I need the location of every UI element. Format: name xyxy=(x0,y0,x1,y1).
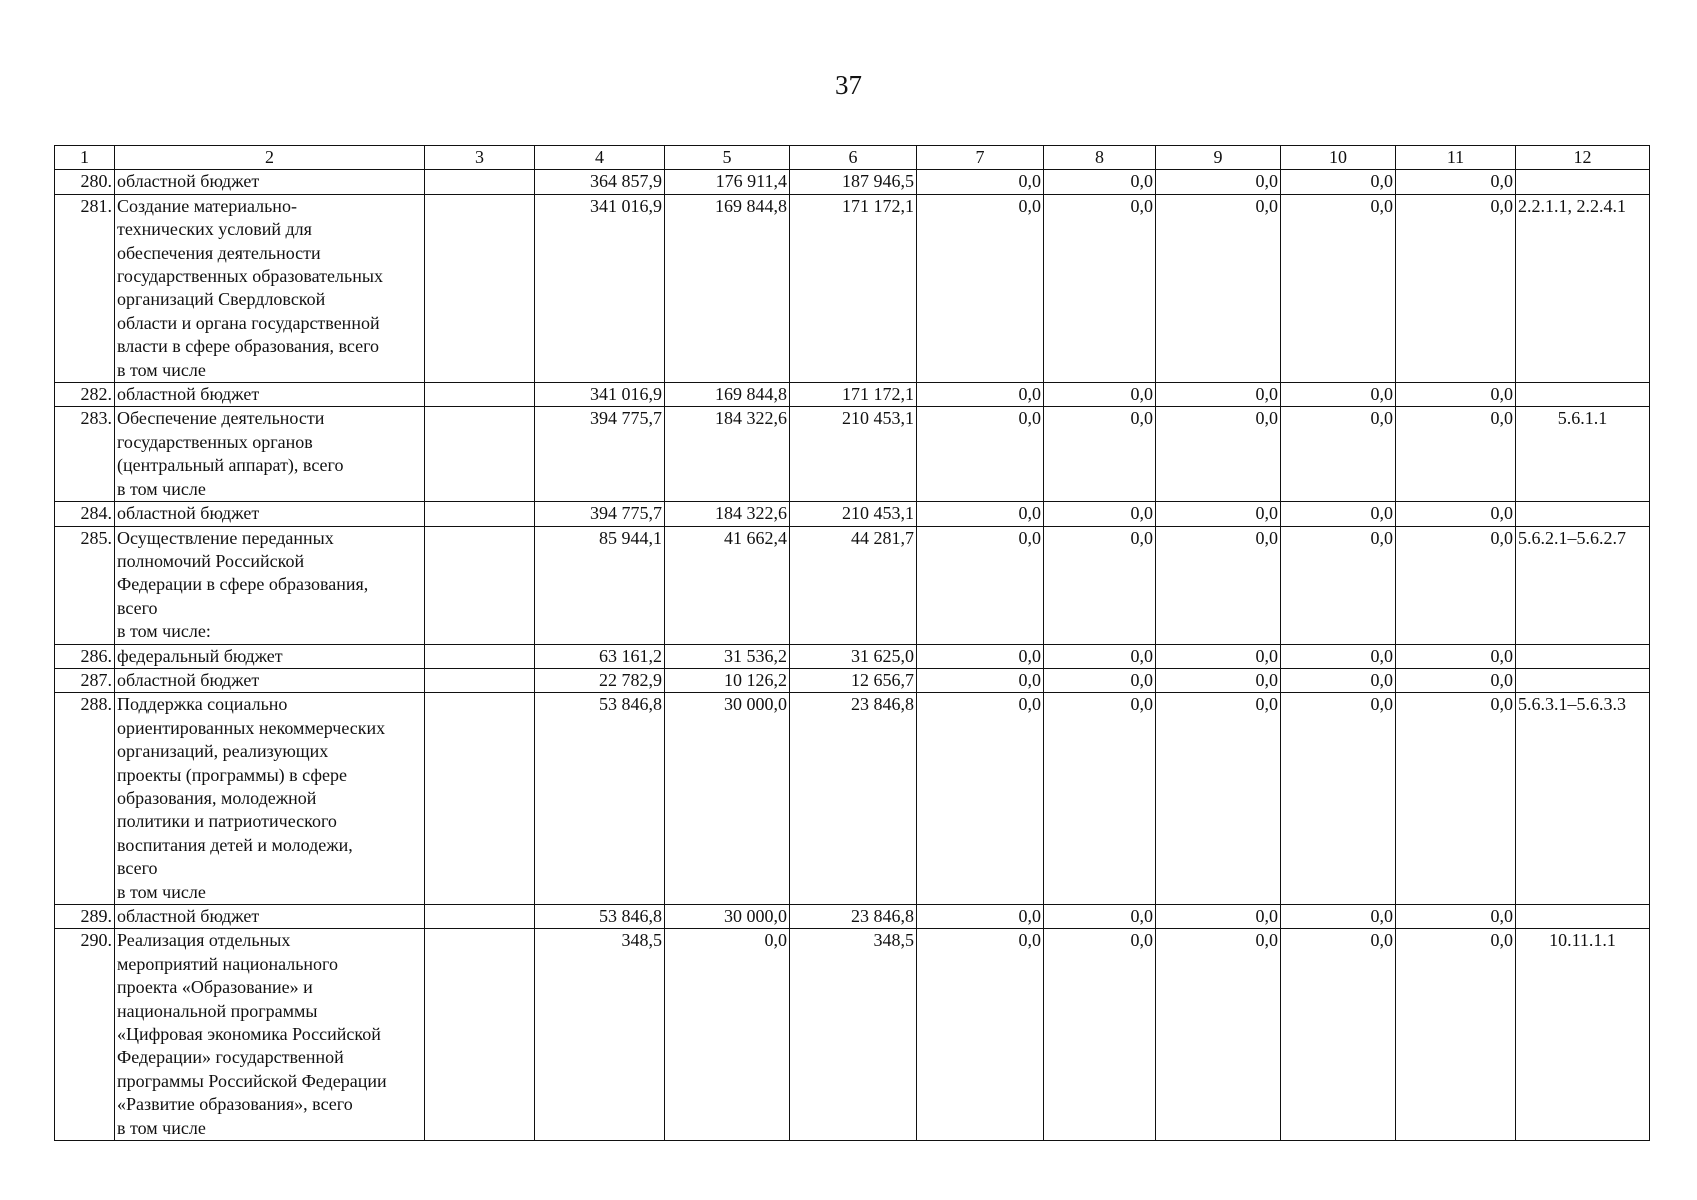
cell-col-9: 0,0 xyxy=(1156,644,1281,668)
target-indicators xyxy=(1516,644,1650,668)
item-name-line: областной бюджет xyxy=(117,503,260,524)
item-name-line: «Развитие образования», всего xyxy=(117,1094,353,1115)
column-header-9: 9 xyxy=(1156,146,1281,170)
table-row xyxy=(55,644,1650,668)
target-indicators: 5.6.3.1–5.6.3.3 xyxy=(1516,693,1650,905)
item-name-line: всего xyxy=(117,858,158,879)
cell-col-5: 169 844,8 xyxy=(665,383,790,407)
cell-col-4: 348,5 xyxy=(535,929,665,1141)
target-indicators: 2.2.1.1, 2.2.4.1 xyxy=(1516,194,1650,382)
cell-col-4: 53 846,8 xyxy=(535,693,665,905)
table-row xyxy=(55,929,1650,1141)
row-number: 280. xyxy=(55,170,115,194)
cell-col-3 xyxy=(425,693,535,905)
row-number: 287. xyxy=(55,668,115,692)
cell-col-4: 53 846,8 xyxy=(535,905,665,929)
cell-col-6: 348,5 xyxy=(790,929,917,1141)
item-name-line: в том числе xyxy=(117,1117,206,1138)
cell-col-5: 10 126,2 xyxy=(665,668,790,692)
row-number: 286. xyxy=(55,644,115,668)
cell-col-8: 0,0 xyxy=(1044,194,1156,382)
cell-col-5: 41 662,4 xyxy=(665,526,790,644)
cell-col-5: 184 322,6 xyxy=(665,502,790,526)
table-body xyxy=(55,170,1650,1141)
column-header-5: 5 xyxy=(665,146,790,170)
cell-col-11: 0,0 xyxy=(1396,668,1516,692)
table-row xyxy=(55,526,1650,644)
budget-table xyxy=(54,145,1650,1141)
cell-col-6: 171 172,1 xyxy=(790,383,917,407)
cell-col-3 xyxy=(425,668,535,692)
item-name-line: государственных образовательных xyxy=(117,266,383,287)
item-name xyxy=(115,668,425,692)
item-name-line: организаций Свердловской xyxy=(117,289,326,310)
cell-col-9: 0,0 xyxy=(1156,194,1281,382)
column-header-11: 11 xyxy=(1396,146,1516,170)
cell-col-7: 0,0 xyxy=(917,170,1044,194)
cell-col-7: 0,0 xyxy=(917,383,1044,407)
cell-col-9: 0,0 xyxy=(1156,502,1281,526)
item-name-line: областной бюджет xyxy=(117,669,260,690)
cell-col-6: 12 656,7 xyxy=(790,668,917,692)
cell-col-9: 0,0 xyxy=(1156,905,1281,929)
item-name-line: Федерации в сфере образования, xyxy=(117,574,369,595)
cell-col-7: 0,0 xyxy=(917,502,1044,526)
cell-col-9: 0,0 xyxy=(1156,170,1281,194)
item-name-line: политики и патриотического xyxy=(117,811,337,832)
item-name xyxy=(115,526,425,644)
item-name xyxy=(115,905,425,929)
cell-col-10: 0,0 xyxy=(1281,693,1396,905)
cell-col-4: 364 857,9 xyxy=(535,170,665,194)
cell-col-5: 30 000,0 xyxy=(665,905,790,929)
row-number: 285. xyxy=(55,526,115,644)
column-header-4: 4 xyxy=(535,146,665,170)
column-header-7: 7 xyxy=(917,146,1044,170)
cell-col-11: 0,0 xyxy=(1396,170,1516,194)
column-header-3: 3 xyxy=(425,146,535,170)
target-indicators xyxy=(1516,502,1650,526)
cell-col-6: 210 453,1 xyxy=(790,407,917,502)
cell-col-4: 394 775,7 xyxy=(535,407,665,502)
cell-col-10: 0,0 xyxy=(1281,905,1396,929)
item-name-line: проекта «Образование» и xyxy=(117,977,313,998)
cell-col-5: 184 322,6 xyxy=(665,407,790,502)
item-name-line: обеспечения деятельности xyxy=(117,242,321,263)
row-number: 289. xyxy=(55,905,115,929)
table-row xyxy=(55,407,1650,502)
cell-col-8: 0,0 xyxy=(1044,170,1156,194)
item-name xyxy=(115,644,425,668)
table-row xyxy=(55,905,1650,929)
cell-col-11: 0,0 xyxy=(1396,905,1516,929)
item-name-line: Поддержка социально xyxy=(117,694,288,715)
cell-col-4: 63 161,2 xyxy=(535,644,665,668)
cell-col-6: 23 846,8 xyxy=(790,905,917,929)
cell-col-8: 0,0 xyxy=(1044,905,1156,929)
cell-col-11: 0,0 xyxy=(1396,693,1516,905)
item-name xyxy=(115,929,425,1141)
cell-col-5: 31 536,2 xyxy=(665,644,790,668)
item-name-line: областной бюджет xyxy=(117,384,260,405)
cell-col-8: 0,0 xyxy=(1044,526,1156,644)
cell-col-7: 0,0 xyxy=(917,929,1044,1141)
item-name-line: программы Российской Федерации xyxy=(117,1070,387,1091)
cell-col-11: 0,0 xyxy=(1396,526,1516,644)
cell-col-8: 0,0 xyxy=(1044,929,1156,1141)
cell-col-11: 0,0 xyxy=(1396,383,1516,407)
column-header-1: 1 xyxy=(55,146,115,170)
item-name-line: технических условий для xyxy=(117,219,312,240)
table-row xyxy=(55,668,1650,692)
cell-col-6: 31 625,0 xyxy=(790,644,917,668)
item-name xyxy=(115,194,425,382)
table-row xyxy=(55,502,1650,526)
column-header-2: 2 xyxy=(115,146,425,170)
item-name-line: Обеспечение деятельности xyxy=(117,408,325,429)
cell-col-10: 0,0 xyxy=(1281,383,1396,407)
item-name-line: власти в сфере образования, всего xyxy=(117,336,380,357)
item-name xyxy=(115,502,425,526)
target-indicators xyxy=(1516,668,1650,692)
cell-col-6: 44 281,7 xyxy=(790,526,917,644)
column-header-6: 6 xyxy=(790,146,917,170)
cell-col-7: 0,0 xyxy=(917,194,1044,382)
cell-col-8: 0,0 xyxy=(1044,383,1156,407)
cell-col-3 xyxy=(425,170,535,194)
cell-col-8: 0,0 xyxy=(1044,693,1156,905)
cell-col-9: 0,0 xyxy=(1156,383,1281,407)
item-name-line: Осуществление переданных xyxy=(117,527,334,548)
item-name xyxy=(115,693,425,905)
cell-col-4: 341 016,9 xyxy=(535,383,665,407)
page-number: 37 xyxy=(835,70,862,100)
item-name-line: воспитания детей и молодежи, xyxy=(117,834,353,855)
cell-col-3 xyxy=(425,502,535,526)
item-name-line: Реализация отдельных xyxy=(117,930,291,951)
cell-col-6: 210 453,1 xyxy=(790,502,917,526)
cell-col-11: 0,0 xyxy=(1396,194,1516,382)
cell-col-10: 0,0 xyxy=(1281,644,1396,668)
item-name xyxy=(115,407,425,502)
cell-col-6: 187 946,5 xyxy=(790,170,917,194)
table-row xyxy=(55,194,1650,382)
cell-col-7: 0,0 xyxy=(917,644,1044,668)
item-name-line: государственных органов xyxy=(117,431,313,452)
cell-col-4: 85 944,1 xyxy=(535,526,665,644)
cell-col-10: 0,0 xyxy=(1281,526,1396,644)
target-indicators: 10.11.1.1 xyxy=(1516,929,1650,1141)
cell-col-7: 0,0 xyxy=(917,905,1044,929)
cell-col-10: 0,0 xyxy=(1281,170,1396,194)
row-number: 290. xyxy=(55,929,115,1141)
cell-col-8: 0,0 xyxy=(1044,668,1156,692)
table-row xyxy=(55,383,1650,407)
table-row xyxy=(55,693,1650,905)
cell-col-3 xyxy=(425,383,535,407)
cell-col-10: 0,0 xyxy=(1281,502,1396,526)
cell-col-10: 0,0 xyxy=(1281,668,1396,692)
item-name-line: мероприятий национального xyxy=(117,953,338,974)
cell-col-11: 0,0 xyxy=(1396,644,1516,668)
cell-col-7: 0,0 xyxy=(917,407,1044,502)
cell-col-9: 0,0 xyxy=(1156,526,1281,644)
cell-col-10: 0,0 xyxy=(1281,407,1396,502)
target-indicators xyxy=(1516,170,1650,194)
cell-col-8: 0,0 xyxy=(1044,407,1156,502)
cell-col-3 xyxy=(425,905,535,929)
table-row xyxy=(55,170,1650,194)
target-indicators xyxy=(1516,905,1650,929)
item-name-line: областной бюджет xyxy=(117,171,260,192)
target-indicators xyxy=(1516,383,1650,407)
cell-col-7: 0,0 xyxy=(917,693,1044,905)
cell-col-11: 0,0 xyxy=(1396,502,1516,526)
cell-col-9: 0,0 xyxy=(1156,668,1281,692)
item-name-line: в том числе xyxy=(117,359,206,380)
item-name-line: в том числе xyxy=(117,478,206,499)
header-row xyxy=(55,146,1650,170)
item-name-line: областной бюджет xyxy=(117,906,260,926)
item-name-line: Создание материально- xyxy=(117,195,297,216)
item-name-line: в том числе xyxy=(117,881,206,902)
item-name-line: Федерации» государственной xyxy=(117,1047,344,1068)
cell-col-9: 0,0 xyxy=(1156,929,1281,1141)
cell-col-3 xyxy=(425,526,535,644)
item-name xyxy=(115,383,425,407)
cell-col-8: 0,0 xyxy=(1044,644,1156,668)
row-number: 282. xyxy=(55,383,115,407)
target-indicators: 5.6.1.1 xyxy=(1516,407,1650,502)
cell-col-4: 394 775,7 xyxy=(535,502,665,526)
cell-col-3 xyxy=(425,644,535,668)
cell-col-9: 0,0 xyxy=(1156,693,1281,905)
row-number: 281. xyxy=(55,194,115,382)
cell-col-10: 0,0 xyxy=(1281,929,1396,1141)
cell-col-8: 0,0 xyxy=(1044,502,1156,526)
column-header-10: 10 xyxy=(1281,146,1396,170)
row-number: 284. xyxy=(55,502,115,526)
item-name-line: образования, молодежной xyxy=(117,787,317,808)
item-name-line: всего xyxy=(117,597,158,618)
cell-col-6: 171 172,1 xyxy=(790,194,917,382)
cell-col-10: 0,0 xyxy=(1281,194,1396,382)
column-header-12: 12 xyxy=(1516,146,1650,170)
cell-col-4: 22 782,9 xyxy=(535,668,665,692)
item-name-line: в том числе: xyxy=(117,621,211,642)
cell-col-5: 176 911,4 xyxy=(665,170,790,194)
row-number: 283. xyxy=(55,407,115,502)
column-header-8: 8 xyxy=(1044,146,1156,170)
item-name-line: проекты (программы) в сфере xyxy=(117,764,348,785)
cell-col-11: 0,0 xyxy=(1396,407,1516,502)
cell-col-5: 0,0 xyxy=(665,929,790,1141)
item-name-line: «Цифровая экономика Российской xyxy=(117,1024,381,1045)
cell-col-11: 0,0 xyxy=(1396,929,1516,1141)
row-number: 288. xyxy=(55,693,115,905)
item-name-line: ориентированных некоммерческих xyxy=(117,717,386,738)
cell-col-7: 0,0 xyxy=(917,526,1044,644)
cell-col-4: 341 016,9 xyxy=(535,194,665,382)
item-name-line: национальной программы xyxy=(117,1000,318,1021)
item-name-line: организаций, реализующих xyxy=(117,741,329,762)
cell-col-3 xyxy=(425,194,535,382)
item-name-line: (центральный аппарат), всего xyxy=(117,455,344,476)
cell-col-7: 0,0 xyxy=(917,668,1044,692)
cell-col-6: 23 846,8 xyxy=(790,693,917,905)
cell-col-5: 169 844,8 xyxy=(665,194,790,382)
cell-col-9: 0,0 xyxy=(1156,407,1281,502)
item-name xyxy=(115,170,425,194)
item-name-line: области и органа государственной xyxy=(117,312,380,333)
item-name-line: полномочий Российской xyxy=(117,550,305,571)
target-indicators: 5.6.2.1–5.6.2.7 xyxy=(1516,526,1650,644)
cell-col-3 xyxy=(425,407,535,502)
cell-col-5: 30 000,0 xyxy=(665,693,790,905)
cell-col-3 xyxy=(425,929,535,1141)
item-name-line: федеральный бюджет xyxy=(117,645,283,666)
